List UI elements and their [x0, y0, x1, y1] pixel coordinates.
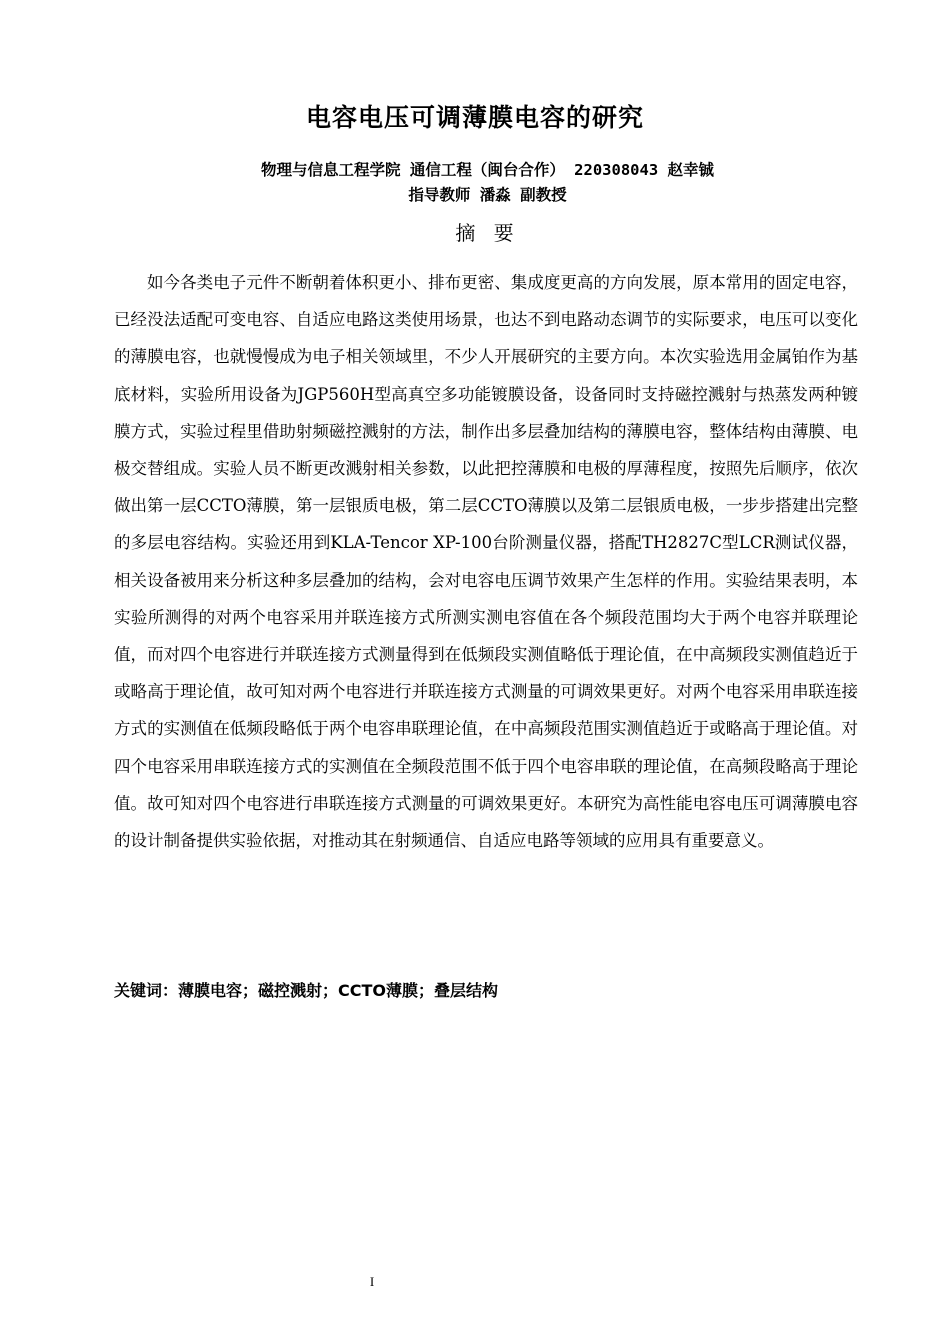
- page-number: I: [369, 1274, 375, 1289]
- author-info: 物理与信息工程学院 通信工程（闽台合作） 220308043 赵幸铖: [261, 161, 714, 179]
- abstract-heading: 摘 要: [455, 221, 520, 245]
- paper-title: 电容电压可调薄膜电容的研究: [305, 103, 644, 132]
- advisor-info: 指导教师 潘淼 副教授: [408, 186, 567, 204]
- abstract-body: 如今各类电子元件不断朝着体积更小、排布更密、集成度更高的方向发展，原本常用的固定电容，已经没法适配可变电容、自适应电路这类使用场景，也达不到电路动态调节的实际要求，电压可以变化的薄膜电容，也就慢慢成为电子相关领域里，不少人开展研究的主要方向。本次实验选用金属铂作为基底材料，实验所用设备为JGP560H型高真空多功能镀膜设备，设备同时支持磁控溅射与热蒸发两种镀膜方式，实验过程里借助射频磁控溅射的方法，制作出多层叠加结构的薄膜电容，整体结构由薄膜、电极交替组成。实验人员不断更改溅射相关参数，以此把控薄膜和电极的厚薄程度，按照先后顺序，依次做出第一层CCTO薄膜，第一层银质电极，第二层CCTO薄膜以及第二层银质电极，一步步搭建出完整的多层电容结构。实验还用到KLA-Tencor XP-100台阶测量仪器，搭配TH2827C型LCR测试仪器，相关设备被用来分析这种多层叠加的结构，会对电容电压调节效果产生怎样的作用。实验结果表明，本实验所测得的对两个电容采用并联连接方式所测实测电容值在各个频段范围均大于两个电容并联理论值，而对四个电容进行并联连接方式测量得到在低频段实测值略低于理论值，在中高频段实测值趋近于或略高于理论值，故可知对两个电容进行并联连接方式测量的可调效果更好。对两个电容采用串联连接方式的实测值在低频段略低于两个电容串联理论值，在中高频段范围实测值趋近于或略高于理论值。对四个电容采用串联连接方式的实测值在全频段范围不低于四个电容串联的理论值，在高频段略高于理论值。故可知对四个电容进行串联连接方式测量的可调效果更好。本研究为高性能电容电压可调薄膜电容的设计制备提供实验依据，对推动其在射频通信、自适应电路等领域的应用具有重要意义。: [114, 273, 858, 851]
- keywords: 关键词：薄膜电容；磁控溅射；CCTO薄膜；叠层结构: [114, 981, 499, 1000]
